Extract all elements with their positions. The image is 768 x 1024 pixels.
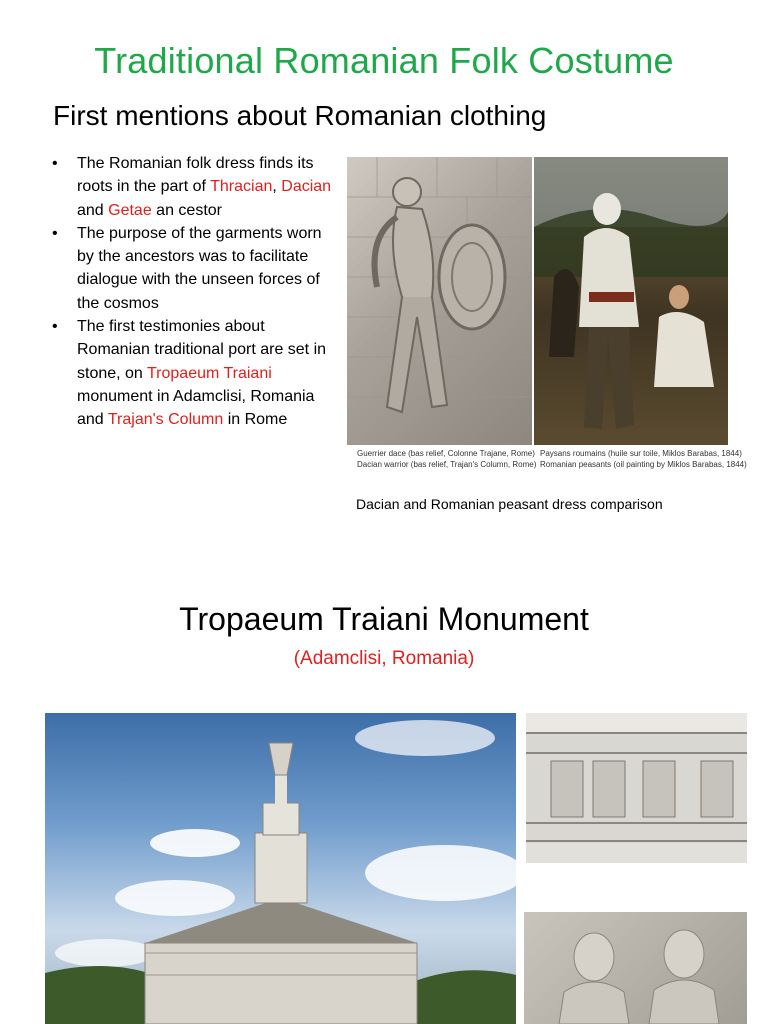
- relief-illustration: [347, 157, 532, 445]
- bullet-item: [52, 152, 332, 222]
- frieze-illustration: [526, 713, 747, 863]
- bullet-text: in Rome: [223, 411, 288, 429]
- highlight-trajans-column: Trajan's Column: [107, 411, 224, 429]
- highlight-getae: Getae: [108, 201, 152, 219]
- bullet-item: [52, 222, 332, 315]
- photo-caption-left-1: Guerrier dace (bas relief, Colonne Trajane, Rome): [357, 449, 535, 458]
- highlight-thracian: Thracian: [210, 178, 273, 196]
- monument-location: (Adamclisi, Romania): [293, 648, 475, 669]
- painting-illustration: [534, 157, 728, 445]
- stone-illustration: [524, 912, 747, 1024]
- monument-title: Tropaeum Traiani Monument: [179, 601, 589, 637]
- bullet-item: [52, 315, 332, 431]
- dacian-warrior-relief-image: [347, 157, 532, 445]
- bullet-text: and: [77, 201, 109, 219]
- photo-caption-right-1: Paysans roumains (huile sur toile, Miklos Barabas, 1844): [540, 449, 742, 458]
- section-heading: First mentions about Romanian clothing: [53, 100, 547, 131]
- bullet-list: [52, 152, 332, 432]
- bullet-text: The Romanian folk dress finds its roots in the part of: [77, 155, 314, 196]
- metope-frieze-image: [526, 713, 747, 863]
- slide-title: Traditional Romanian Folk Costume: [94, 40, 674, 81]
- bullet-text: The first testimonies about Romanian traditional port are set in stone, on: [77, 318, 327, 382]
- photo-caption-right-2: Romanian peasants (oil painting by Miklos Barabas, 1844): [540, 460, 747, 469]
- highlight-dacian: Dacian: [281, 178, 332, 196]
- bullet-text: The purpose of the garments worn by the ancestors was to facilitate dialogue with the unseen forces of the cosmos: [77, 224, 322, 312]
- highlight-tropaeum-traiani: Tropaeum Traiani: [146, 364, 272, 382]
- stone-relief-image: [524, 912, 747, 1024]
- bullet-text: monument in Adamclisi, Romania and: [77, 387, 315, 429]
- bullet-text: ,: [272, 178, 282, 196]
- romanian-peasants-painting-image: [534, 157, 728, 445]
- comparison-caption: Dacian and Romanian peasant dress comparison: [356, 496, 663, 512]
- bullet-text: an cestor: [151, 201, 222, 219]
- tropaeum-traiani-monument-image: [45, 713, 516, 1024]
- photo-caption-left-2: Dacian warrior (bas relief, Trajan's Column, Rome): [357, 460, 537, 469]
- monument-illustration: [45, 713, 516, 1024]
